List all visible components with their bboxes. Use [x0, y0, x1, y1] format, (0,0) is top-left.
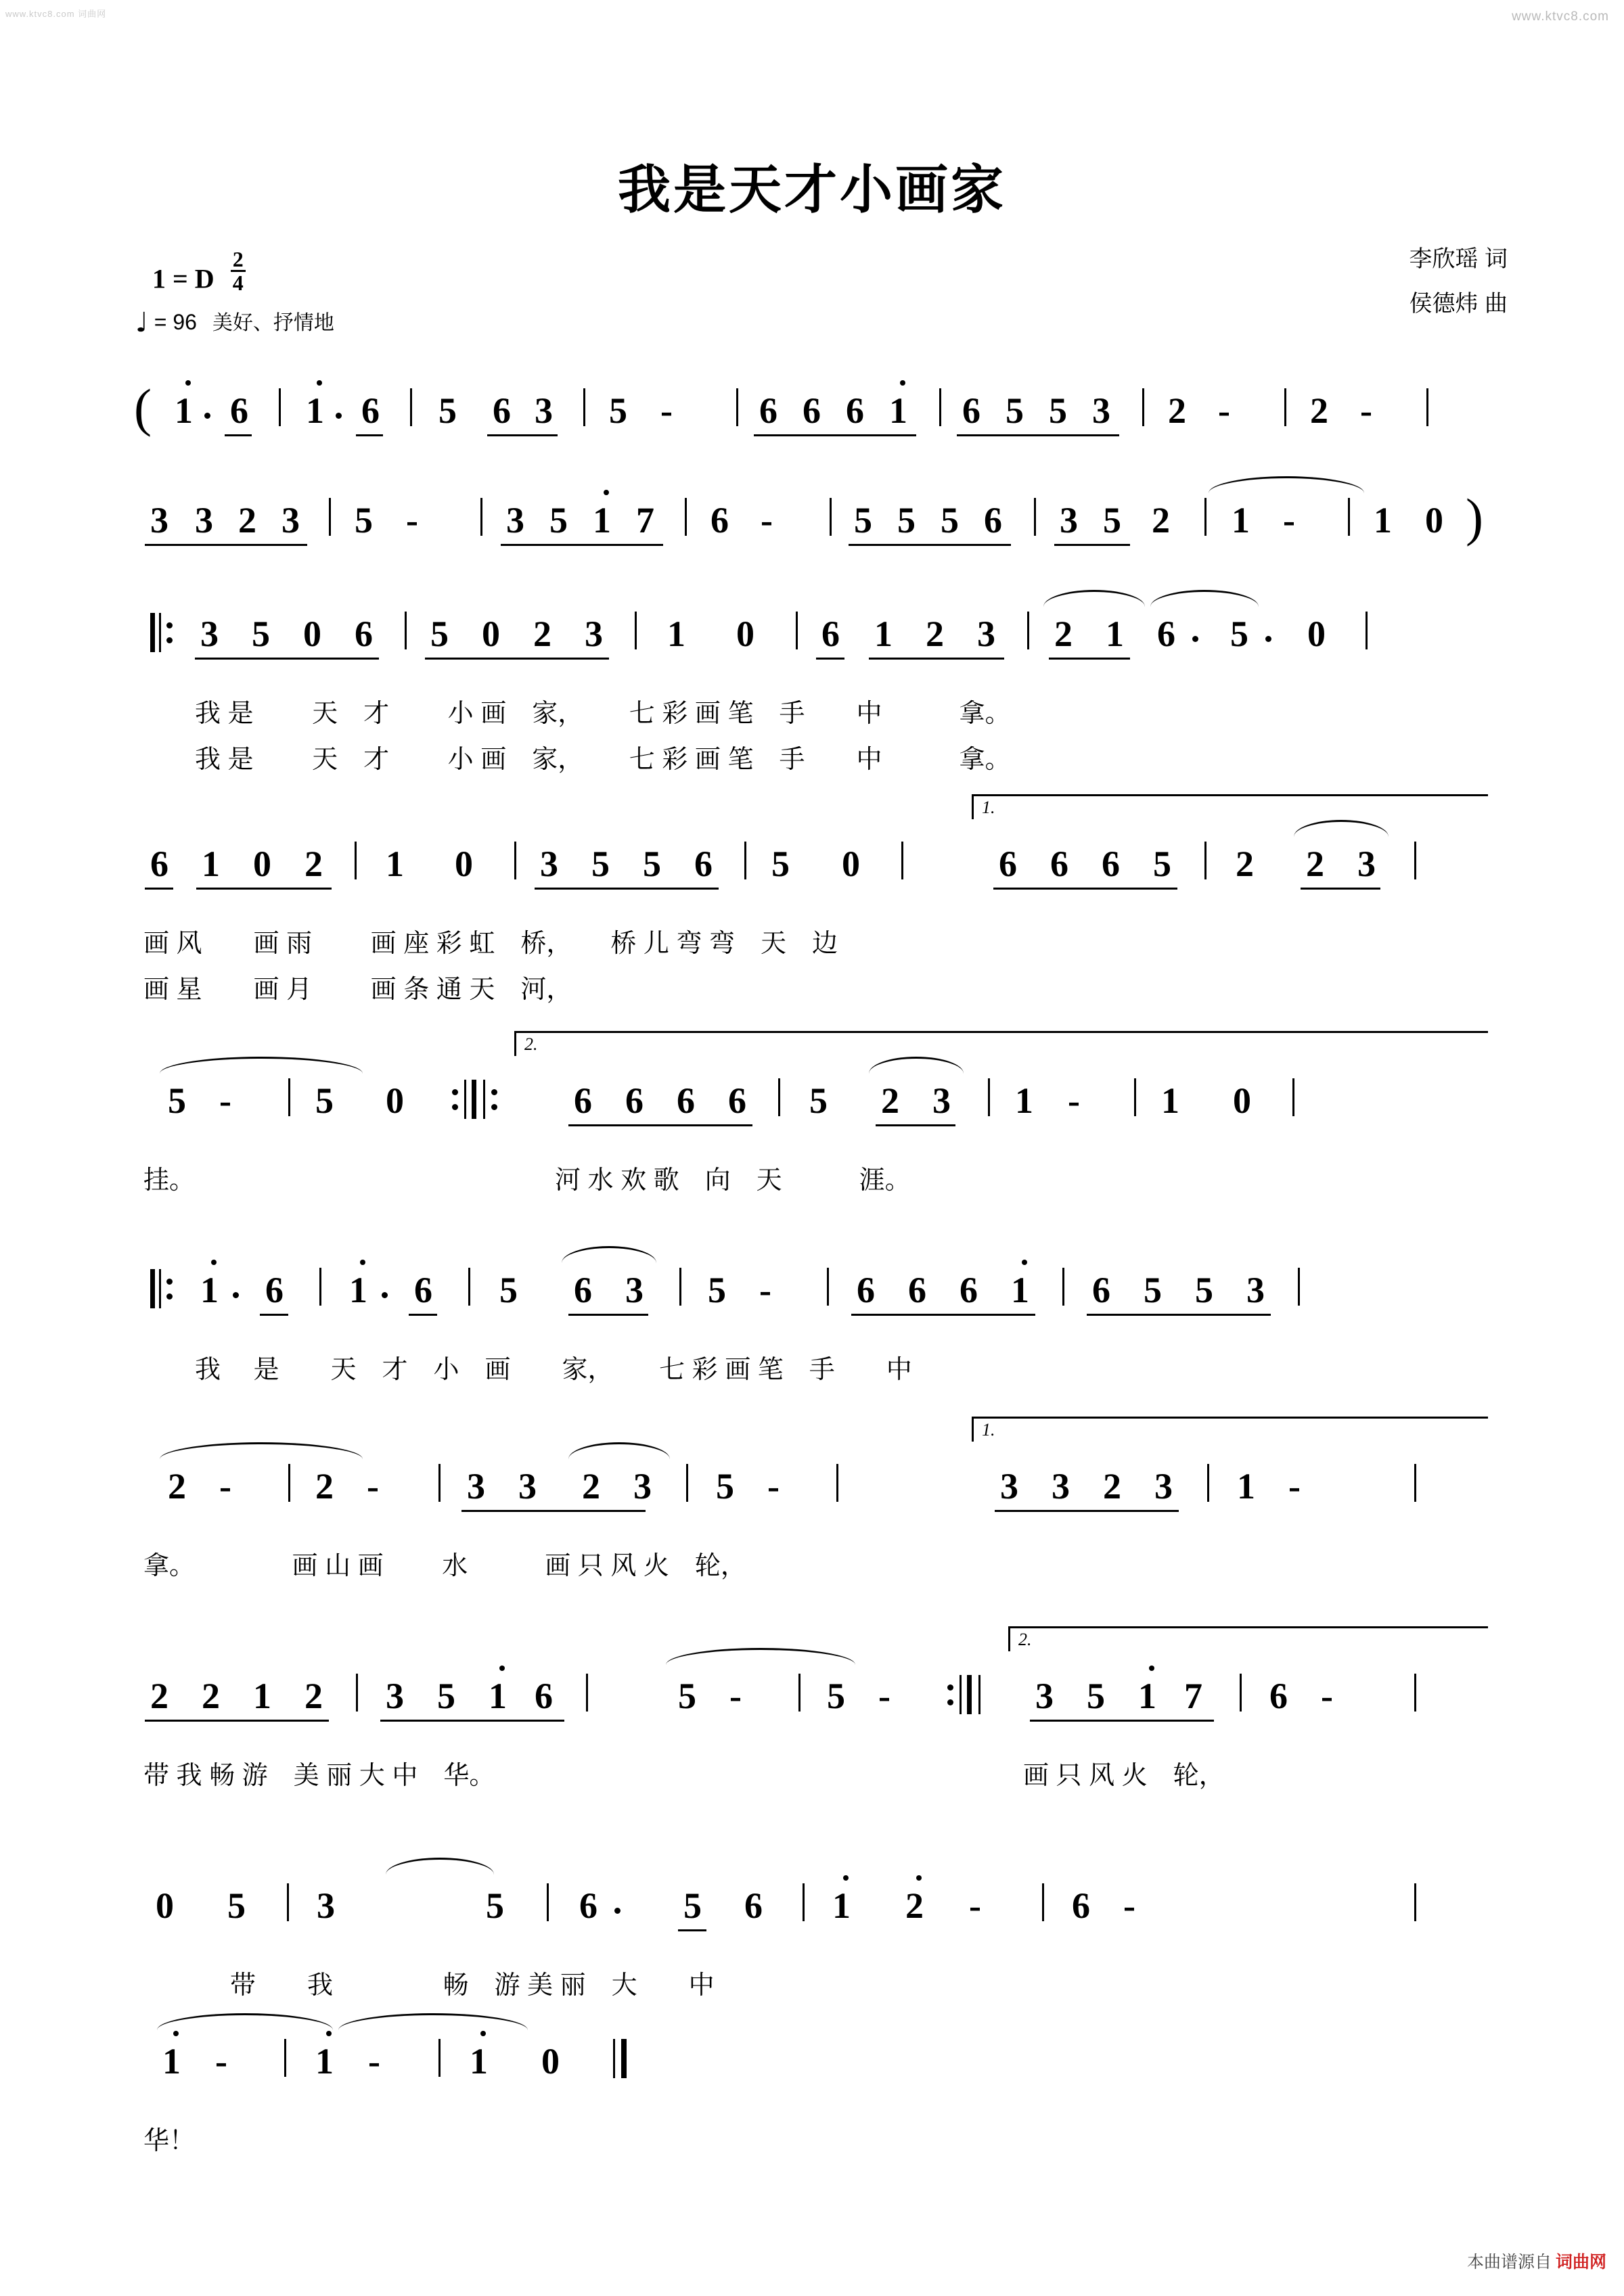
footer-watermark	[1467, 2249, 1606, 2273]
key-signature	[152, 249, 246, 294]
footer-site: 词曲网	[1555, 2253, 1606, 2272]
quarter-note-icon: ♩	[135, 307, 148, 338]
time-signature-denominator: 4	[232, 271, 244, 296]
paren-close: )	[1466, 488, 1483, 547]
tempo-marking	[135, 306, 334, 338]
time-signature	[231, 249, 246, 294]
credits	[1409, 237, 1508, 326]
sheet-music-page: www.ktvc8.com 词曲网 www.ktvc8.com 我是天才小画家 李欣瑶 词 侯德炜 曲 1 = D $\frac{2}{4}$ ♩ = 96 美好、抒情地 ( 1 6 1 6 5 6 3 5 - 6 6 6 1 6 5 5 3 2 - 2 - 3 3 2 3 5 - 3 5 1 7 6 - 5 5 5 6 3 5 2 1 - 1 0 ) 3 5 0 6 5 0 2 3 1 0 6 1 2 3 2 1 6 5 0 我 是 天 才 小 画 家， 七 彩 画 笔 手 中 拿。 我 是 天 才 小 画 家， 七 彩 画 笔 手 中 拿。 6 1 0 2 1 0 3 5 5 6 5 0 1. 6 6 6 5 2 2 3 画 风 画 雨 画 座 彩 虹 桥， 桥 儿 弯 弯 天 边 画 星 画 月 画 条 通 天 河， 5 - 5 0 2. 6 6 6 6 5 2 3 1 - 1 0 挂。 河 水 欢 歌 向 天 涯。 1 6 1 6 5 6 3 5 - 6 6 6 1 6 5 5 3 我 是 天 才 小 画 家， 七 彩 画 笔 手 中 2 - 2 - 3 3 2 3 5 - 1. 3 3 2 3 1 - 拿。 画 山 画 水 画 只 风 火 轮， 2 2 1 2 3 5 1 6 5 - 5 - 2. 3 5 1 7 6 - 带 我 畅 游 美 丽 大 中 华。 画 只 风 火 轮， 0 5 3 5 6 5 6 1 2 - 6 - 带 我 畅 游 美 丽 大 中 1 - 1 - 1 0 华！ 本曲谱源自 词曲网	[0, 0, 1624, 2296]
footer-text: 本曲谱源自	[1466, 2253, 1552, 2272]
composer: 侯德炜 曲	[1409, 291, 1508, 317]
time-signature-numerator: 2	[231, 249, 246, 272]
volta-bracket-3: 1.	[972, 1417, 1488, 1442]
expression-marking: 美好、抒情地	[212, 312, 334, 334]
watermark-topright: www.ktvc8.com	[1512, 9, 1609, 24]
key-label: 1 = D	[152, 263, 215, 294]
page-title: 我是天才小画家	[617, 160, 1006, 219]
watermark-topleft: www.ktvc8.com 词曲网	[5, 9, 107, 19]
lyricist: 李欣瑶 词	[1409, 246, 1508, 272]
tempo-value: = 96	[154, 310, 197, 334]
paren-open: (	[134, 378, 152, 437]
volta-bracket-4: 2.	[1008, 1626, 1488, 1651]
volta-bracket-1: 1.	[972, 794, 1488, 819]
volta-bracket-2: 2.	[514, 1031, 1488, 1056]
